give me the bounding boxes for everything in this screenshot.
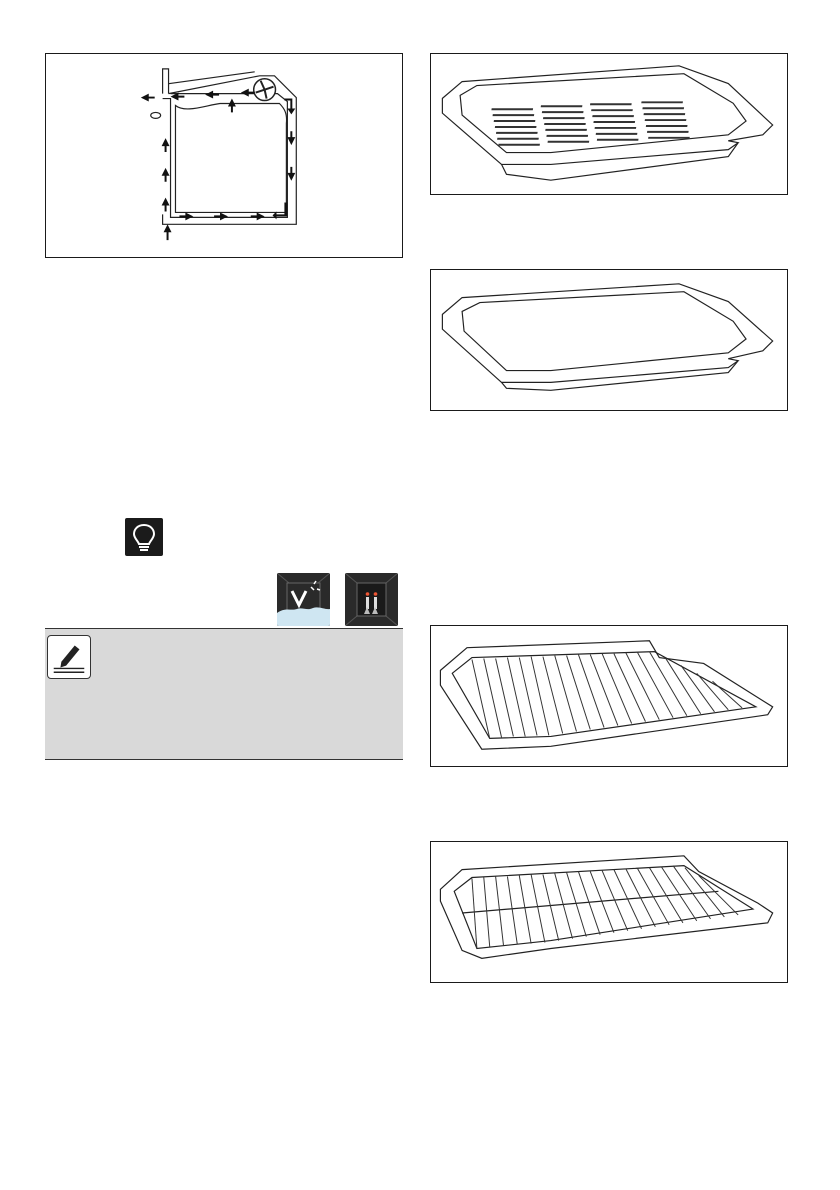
flat-baking-tray-icon [431, 270, 787, 410]
note-box [45, 628, 403, 760]
wire-grill-rack-crossbar-icon [431, 842, 787, 982]
light-bulb-icon [125, 518, 163, 556]
nozzle-cleaning-icon [345, 573, 398, 626]
fan-icon [254, 79, 276, 101]
perforated-tray-figure [430, 53, 788, 195]
steam-clean-icon [277, 573, 330, 626]
pencil-note-icon [47, 635, 91, 679]
oven-airflow-diagram-icon [46, 54, 402, 257]
perforated-baking-tray-icon [431, 54, 787, 194]
baking-tray-figure [430, 269, 788, 411]
wire-rack-figure-b [430, 841, 788, 983]
wire-rack-figure-a [430, 625, 788, 767]
wire-grill-rack-icon [431, 626, 787, 766]
airflow-diagram-figure [45, 53, 403, 258]
